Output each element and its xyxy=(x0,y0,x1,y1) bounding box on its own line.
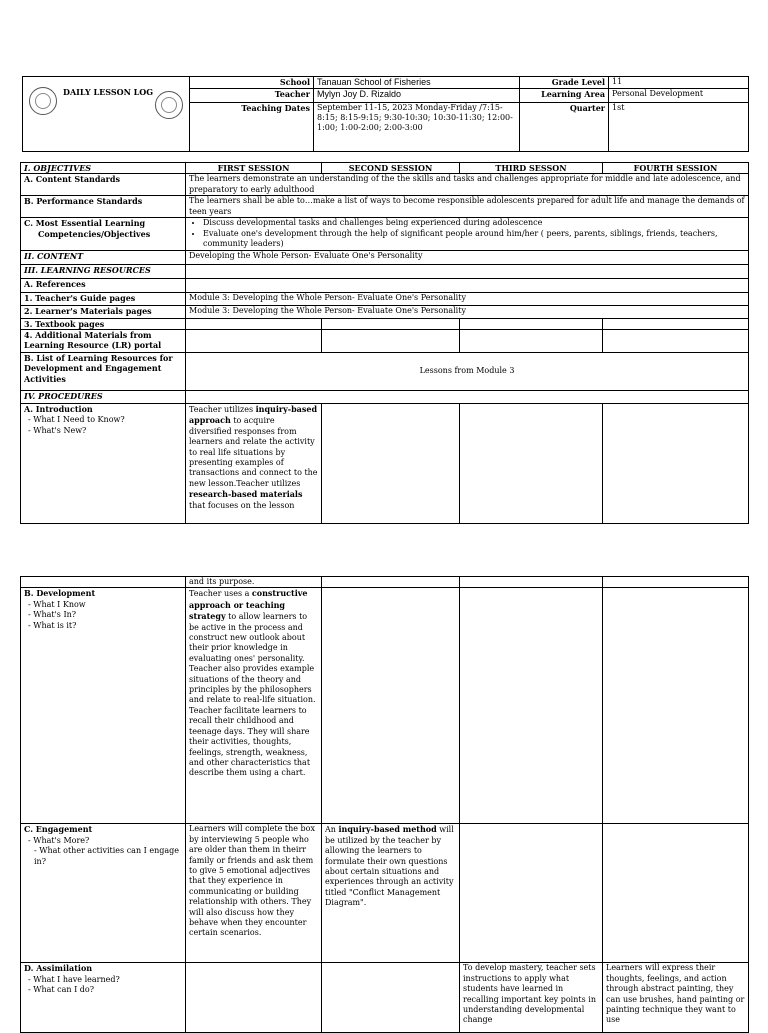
melc-label-line-2: Competencies/Objectives xyxy=(38,228,151,239)
development-heading: B. Development xyxy=(24,588,96,599)
teachers-guide-value: Module 3: Developing the Whole Person- Evaluate One's Personality xyxy=(186,292,749,305)
header-table xyxy=(22,76,749,152)
textbook-s3 xyxy=(460,318,603,329)
text-run-bold: inquiry-based approach xyxy=(189,404,318,426)
learners-materials-value: Module 3: Developing the Whole Person- Evaluate One's Personality xyxy=(186,305,749,318)
introduction-label xyxy=(21,404,186,524)
assimilation-s2 xyxy=(322,963,460,1033)
content-label: II. CONTENT xyxy=(21,250,186,264)
school-label: School xyxy=(190,77,314,89)
text-run: Teacher facilitate learners to recall their childhood and teenage days. They will share their activities, thoughts, feelings, strength, weakness, and other characteristics that describe them using a chart. xyxy=(189,705,311,778)
learning-area-label: Learning Area xyxy=(520,88,609,102)
introduction-sub-2: - What's New? xyxy=(28,425,87,435)
quarter-label: Quarter xyxy=(520,102,609,151)
performance-standards-label: B. Performance Standards xyxy=(21,196,186,218)
text-run-bold: research-based materials xyxy=(189,489,303,500)
learning-resources-label: III. LEARNING RESOURCES xyxy=(21,264,186,278)
development-s3 xyxy=(460,588,603,824)
introduction-s3 xyxy=(460,404,603,524)
engagement-heading: C. Engagement xyxy=(24,824,93,835)
content-standards-label: A. Content Standards xyxy=(21,174,186,196)
content-value: Developing the Whole Person- Evaluate One's Personality xyxy=(186,250,749,264)
introduction-s4 xyxy=(603,404,749,524)
development-sub-1: - What I Know xyxy=(28,599,86,609)
engagement-label xyxy=(21,824,186,963)
daily-lesson-log-title: DAILY LESSON LOG xyxy=(63,87,154,97)
engagement-s4 xyxy=(603,824,749,963)
assimilation-sub-2: - What can I do? xyxy=(28,985,95,995)
text-run: to acquire diversified responses from learners and relate the activity to real life situations by presenting examples of transactions and connect to the new lesson.Teacher utilizes xyxy=(189,416,318,488)
introduction-s1 xyxy=(186,404,322,524)
grade-level-value: 11 xyxy=(609,77,749,89)
melc-item: • Discuss developmental tasks and challenges being experienced during adolescence xyxy=(203,218,745,228)
development-s1 xyxy=(186,588,322,824)
continuation-label xyxy=(21,577,186,588)
development-sub-2: - What's In? xyxy=(28,610,77,620)
quarter-value: 1st xyxy=(609,102,749,151)
introduction-sub-1: - What I Need to Know? xyxy=(28,415,125,425)
school-seal-icon xyxy=(155,91,183,119)
objectives-heading: I. OBJECTIVES xyxy=(21,163,186,174)
engagement-sub-2: - What other activities can I engage in? xyxy=(34,846,179,866)
engagement-sub-1: - What's More? xyxy=(28,835,90,845)
textbook-pages-label: 3. Textbook pages xyxy=(21,318,186,329)
teachers-guide-label: 1. Teacher's Guide pages xyxy=(21,292,186,305)
learners-materials-label: 2. Learner's Materials pages xyxy=(21,305,186,318)
development-s4 xyxy=(603,588,749,824)
text-run: An xyxy=(325,825,339,835)
text-run-bold: constructive approach or teaching strategy xyxy=(189,588,308,622)
continuation-s2 xyxy=(322,577,460,588)
second-session-heading: SECOND SESSION xyxy=(322,163,460,174)
header-logo-cell xyxy=(23,77,190,152)
assimilation-label xyxy=(21,963,186,1033)
teacher-label: Teacher xyxy=(190,88,314,102)
continuation-s1: and its purpose. xyxy=(186,577,322,588)
development-label xyxy=(21,588,186,824)
additional-s1 xyxy=(186,330,322,353)
lesson-table-page-2 xyxy=(20,576,749,1033)
melc-item: • Evaluate one's development through the help of significant people around him/her ( peers, parents, siblings, friends, teachers, community leaders) xyxy=(203,229,745,250)
text-run: will be utilized by the teacher by allowing the learners to formulate their own questions about certain situations and experiences through an activity titled "Conflict Management Diagram". xyxy=(325,825,454,908)
melc-value xyxy=(186,218,749,250)
list-of-resources-label: B. List of Learning Resources for Development and Engagement Activities xyxy=(21,353,186,391)
third-session-heading: THIRD SESSON xyxy=(460,163,603,174)
performance-standards-value: The learners shall be able to…make a list of ways to become responsible adolescents prepared for adult life and manage the demands of teen years xyxy=(186,196,749,218)
engagement-s3 xyxy=(460,824,603,963)
teaching-dates-label: Teaching Dates xyxy=(190,102,314,151)
textbook-s1 xyxy=(186,318,322,329)
procedures-value xyxy=(186,391,749,404)
assimilation-s3: To develop mastery, teacher sets instructions to apply what students have learned in recalling important key points in understanding developmental change xyxy=(460,963,603,1033)
development-sub-3: - What is it? xyxy=(28,620,77,630)
school-value: Tanauan School of Fisheries xyxy=(314,77,520,89)
teacher-value: Mylyn Joy D. Rizaldo xyxy=(314,88,520,102)
references-label: A. References xyxy=(21,278,186,292)
procedures-label: IV. PROCEDURES xyxy=(21,391,186,404)
text-run: Teacher uses a xyxy=(189,589,252,599)
first-session-heading: FIRST SESSION xyxy=(186,163,322,174)
grade-level-label: Grade Level xyxy=(520,77,609,89)
introduction-heading: A. Introduction xyxy=(24,404,93,415)
engagement-s1: Learners will complete the box by interviewing 5 people who are older than them in theirr family or friends and ask them to give 5 emotional adjectives that they experience in communicating or building relationship with others. They will also discuss how they behave when they encounter certain scenarios. xyxy=(186,824,322,963)
fourth-session-heading: FOURTH SESSION xyxy=(603,163,749,174)
assimilation-s4: Learners will express their thoughts, feelings, and action through abstract painting, they can use brushes, hand painting or painting technique they want to use xyxy=(603,963,749,1033)
textbook-s4 xyxy=(603,318,749,329)
assimilation-sub-1: - What I have learned? xyxy=(28,974,120,984)
text-run-bold: inquiry-based method xyxy=(338,824,437,835)
melc-label-line-1: C. Most Essential Learning xyxy=(24,218,146,229)
lesson-table-page-1 xyxy=(20,162,749,524)
introduction-s2 xyxy=(322,404,460,524)
content-standards-value: The learners demonstrate an understanding of the the skills and tasks and challenges appropriate for middle and late adolescence, and preparatory to early adulthood xyxy=(186,174,749,196)
text-run: Teacher utilizes xyxy=(189,405,256,415)
continuation-s3 xyxy=(460,577,603,588)
additional-s4 xyxy=(603,330,749,353)
melc-label xyxy=(21,218,186,250)
learning-area-value: Personal Development xyxy=(609,88,749,102)
additional-materials-label: 4. Additional Materials from Learning Resource (LR) portal xyxy=(21,330,186,353)
textbook-s2 xyxy=(322,318,460,329)
list-of-resources-value: Lessons from Module 3 xyxy=(186,353,749,391)
deped-seal-icon xyxy=(29,87,57,115)
references-value xyxy=(186,278,749,292)
text-run: to allow learners to be active in the process and construct new outlook about their prior knowledge in evaluating ones' personality. xyxy=(189,612,308,663)
assimilation-s1 xyxy=(186,963,322,1033)
text-run: that focuses on the lesson xyxy=(189,500,295,510)
learning-resources-value xyxy=(186,264,749,278)
development-s2 xyxy=(322,588,460,824)
continuation-s4 xyxy=(603,577,749,588)
engagement-s2 xyxy=(322,824,460,963)
text-run: Teacher also provides example situations of the theory and principles by the philosophers and relate to real-life situation. xyxy=(189,664,316,705)
additional-s2 xyxy=(322,330,460,353)
teaching-dates-value: September 11-15, 2023 Monday-Friday /7:15-8:15; 8:15-9:15; 9:30-10:30; 10:30-11:30; 12:00-1:00; 1:00-2:00; 2:00-3:00 xyxy=(314,102,520,151)
additional-s3 xyxy=(460,330,603,353)
assimilation-heading: D. Assimilation xyxy=(24,963,93,974)
